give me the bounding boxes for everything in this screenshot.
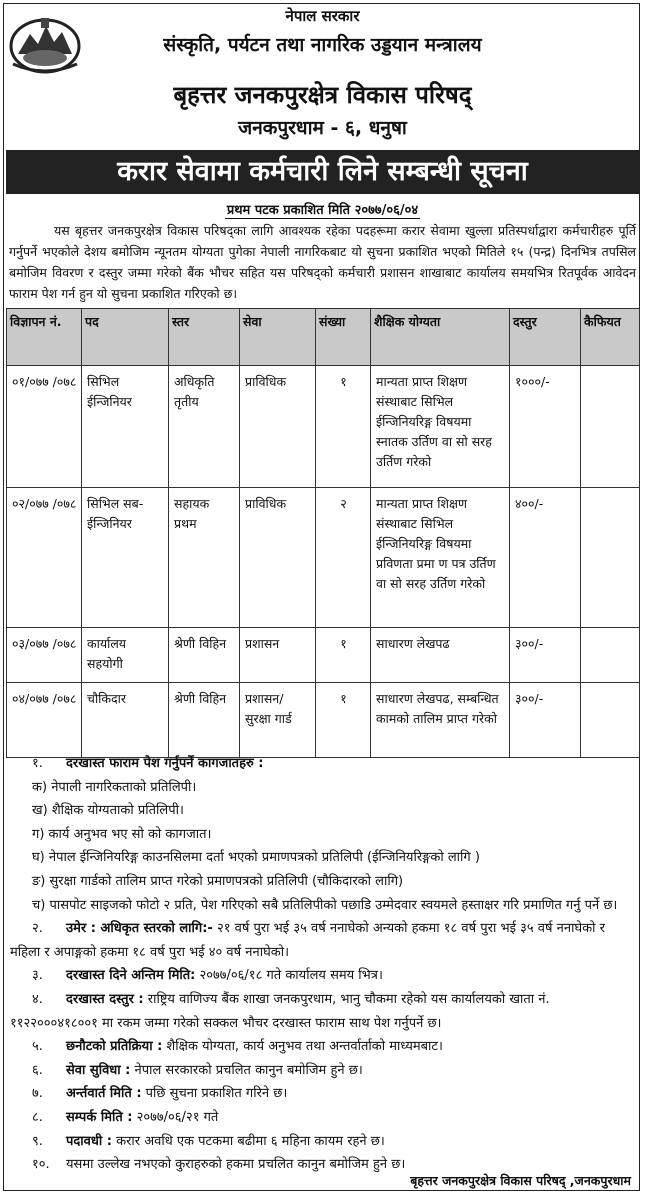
table-cell: साधारण लेखपढ bbox=[371, 628, 510, 683]
table-row bbox=[7, 366, 640, 488]
doc-item: च) पासपोट साइजको फोटो २ प्रति, पेश गरिएको सबै प्रतिलिपीको पछाडि उम्मेदवार स्वयमले हस्ताक्षर गरि प्रमाणित गर्नु पर्ने छ। bbox=[32, 897, 618, 913]
note-text: शैक्षिक योग्यता, कार्य अनुभव तथा अन्तर्वार्ताको माध्यमबाट। bbox=[162, 1039, 443, 1055]
note-title: उमेर : अधिकृत स्तरको लागि:- bbox=[66, 921, 213, 937]
table-cell: २ bbox=[316, 488, 371, 628]
intro-paragraph: यस बृहत्तर जनकपुरक्षेत्र विकास परिषद्का लागि आवश्यक रहेका पदहरूमा करार सेवामा खुल्ला प्रतिस्पर्धाद्वारा कर्मचारीहरु पूर्ति गर्नुपर्ने भएकोले देशय बमोजिम न्यूनतम योग्यता पुगेका नेपाली नागरिकबाट यो सुचना प्रकाशित भएको मितिले १५ (पन्द्र) दिनभित्र तपसिल बमोजिम विवरण र दस्तुर जम्मा गरेको बैंक भौचर सहित यस परिषद्को कर्मचारी प्रशासन शाखाबाट कार्यालय समयभित्र रितपूर्वक आवेदन फाराम पेश गर्न हुन यो सुचना प्रकाशित गरिएको छ। bbox=[9, 223, 636, 301]
note-title: दरखास्त दस्तुर : bbox=[66, 991, 144, 1007]
doc-item: ग) कार्य अनुभव भए सो को कागजात। bbox=[32, 826, 212, 842]
table-cell: १ bbox=[316, 683, 371, 758]
address: जनकपुरधाम - ६, धनुषा bbox=[238, 117, 407, 139]
table-cell: ०४/०७७ /०७८ bbox=[7, 683, 82, 758]
table-cell: प्रशासन bbox=[240, 628, 316, 683]
note-title: पदावधी : bbox=[66, 1133, 112, 1149]
table-cell: चौकिदार bbox=[82, 683, 169, 758]
note-item bbox=[10, 1130, 636, 1154]
note-title: दरखास्त फाराम पेश गर्नुपर्ने कागजातहरु : bbox=[66, 756, 264, 771]
table-cell bbox=[581, 628, 640, 683]
note-item bbox=[10, 752, 636, 776]
doc-item: ङ) सुरक्षा गार्डको तालिम प्राप्त गरेको प्रमाणपत्रको प्रतिलिपी (चौकिदारको लागि) bbox=[32, 873, 404, 889]
note-number: ९. bbox=[32, 1133, 43, 1149]
note-text: करार अवधि एक पटकमा बढीमा ६ महिना कायम रहने छ। bbox=[111, 1133, 385, 1149]
note-title: दरखास्त दिने अन्तिम मिति: bbox=[66, 968, 196, 984]
doc-item: क) नेपाली नागरिकताको प्रतिलिपी। bbox=[32, 779, 197, 795]
note-number: १. bbox=[32, 756, 43, 771]
table-cell bbox=[581, 366, 640, 488]
note-number: ६. bbox=[32, 1062, 43, 1078]
doc-item: घ) नेपाल ईन्जिनियरिङ्ग काउनसिलमा दर्ता भएको प्रमाणपत्रको प्रतिलिपी (ईन्जिनियरिङ्गको लागि ) bbox=[32, 850, 480, 866]
doc-item: ख) शैक्षिक योग्यताको प्रतिलिपी। bbox=[32, 803, 184, 819]
note-number: ३. bbox=[32, 968, 43, 984]
table-cell: मान्यता प्राप्त शिक्षण संस्थाबाट सिभिल ईन्जिनियरिङ्ग विषयमा स्नातक उर्तिण वा सो सरह उर्तिण गरेको bbox=[371, 366, 510, 488]
table-cell: साधारण लेखपढ, सम्बन्धित कामको तालिम प्राप्त गरेको bbox=[371, 683, 510, 758]
table-cell bbox=[581, 488, 640, 628]
table-cell: सिभिल ईन्जिनियर bbox=[82, 366, 169, 488]
table-cell bbox=[581, 683, 640, 758]
govt-title: नेपाल सरकार bbox=[285, 7, 360, 25]
footer-signature: बृहत्तर जनकपुरक्षेत्र विकास परिषद् ,जनकपुरधाम bbox=[410, 1173, 631, 1188]
note-text: यसमा उल्लेख नभएको कुराहरुको हकमा प्रचलित कानुन बमोजिम हुने छ। bbox=[66, 1157, 406, 1173]
note-item bbox=[10, 1059, 636, 1083]
col-header: संख्या bbox=[316, 309, 371, 366]
table-cell: कार्यालय सहयोगी bbox=[82, 628, 169, 683]
note-item bbox=[10, 964, 636, 988]
col-header: विज्ञापन नं. bbox=[7, 309, 82, 366]
note-title: सेवा सुविधा : bbox=[66, 1062, 131, 1078]
table-row bbox=[7, 628, 640, 683]
table-cell: ३००/- bbox=[510, 683, 581, 758]
note-number: ४. bbox=[32, 991, 43, 1007]
note-number: १०. bbox=[32, 1157, 50, 1173]
note-number: ८. bbox=[32, 1109, 43, 1125]
notice-banner: करार सेवामा कर्मचारी लिने सम्बन्धी सूचना bbox=[6, 150, 639, 194]
note-text: २१ वर्ष पुरा भई ३५ वर्ष ननाघेको अन्यको हकमा १८ वर्ष पुरा भई ३५ वर्ष ननाघेको र महिला र अपाङ्गको हकमा १८ वर्ष पुरा भई ४० वर्ष ननाघेको। bbox=[10, 921, 605, 960]
table-cell: ०१/०७७ /०७८ bbox=[7, 366, 82, 488]
table-cell: १०००/- bbox=[510, 366, 581, 488]
col-header: कैफियत bbox=[581, 309, 640, 366]
note-text: २०७७/०६/१८ गते कार्यालय समय भित्र। bbox=[195, 968, 383, 984]
note-title: सम्पर्क मिति : bbox=[66, 1109, 133, 1125]
table-cell: श्रेणी विहिन bbox=[169, 628, 240, 683]
note-item bbox=[10, 1035, 636, 1059]
table-header-row bbox=[7, 309, 640, 366]
note-item bbox=[10, 917, 636, 964]
table-cell: प्राविधिक bbox=[240, 366, 316, 488]
note-number: ७. bbox=[32, 1086, 43, 1102]
table-cell: सहायक प्रथम bbox=[169, 488, 240, 628]
col-header: शैक्षिक योग्यता bbox=[371, 309, 510, 366]
ministry-title: संस्कृति, पर्यटन तथा नागरिक उड्डयान मन्त्रालय bbox=[163, 34, 482, 56]
table-cell: श्रेणी विहिन bbox=[169, 683, 240, 758]
note-number: २. bbox=[32, 921, 43, 937]
table-cell: प्राविधिक bbox=[240, 488, 316, 628]
col-header: सेवा bbox=[240, 309, 316, 366]
table-cell: १ bbox=[316, 366, 371, 488]
note-text: पछि सुचना प्रकाशित गरिने छ। bbox=[141, 1086, 288, 1102]
table-cell: अधिकृति तृतीय bbox=[169, 366, 240, 488]
note-text: नेपाल सरकारको प्रचलित कानुन बमोजिम हुने छ। bbox=[130, 1062, 363, 1078]
note-text: २०७७/०६/२१ गते bbox=[132, 1109, 219, 1125]
notes-section bbox=[10, 752, 636, 1177]
col-header: दस्तुर bbox=[510, 309, 581, 366]
table-cell: सिभिल सब-ईन्जिनियर bbox=[82, 488, 169, 628]
table-cell: १ bbox=[316, 628, 371, 683]
publish-date bbox=[0, 200, 645, 218]
letterhead bbox=[0, 0, 645, 150]
col-header: पद bbox=[82, 309, 169, 366]
note-title: छनौटको प्रतिक्रिया : bbox=[66, 1039, 163, 1055]
table-cell: प्रशासन/ सुरक्षा गार्ड bbox=[240, 683, 316, 758]
council-title: बृहत्तर जनकपुरक्षेत्र विकास परिषद् bbox=[173, 81, 472, 109]
note-title: अर्न्तवार्त मिति : bbox=[66, 1086, 142, 1102]
table-cell: मान्यता प्राप्त शिक्षण संस्थाबाट सिभिल ईन्जिनियरिङ्ग विषयमा प्रविणता प्रमा ण पत्र उर्तिण वा सो सरह उर्तिण गरेको bbox=[371, 488, 510, 628]
note-text: राष्ट्रिय वाणिज्य बैंक शाखा जनकपुरधाम, भानु चौकमा रहेको यस कार्यालयको खाता नं. ११२२०००४१८००१ मा रकम जम्मा गरेको सक्कल भौचर दरखास्त फाराम साथ पेश गर्नुपर्ने छ। bbox=[10, 991, 550, 1031]
table-cell: ०२/०७७ /०७८ bbox=[7, 488, 82, 628]
table-row bbox=[7, 488, 640, 628]
note-item bbox=[10, 1106, 636, 1130]
col-header: स्तर bbox=[169, 309, 240, 366]
table-cell: ३००/- bbox=[510, 628, 581, 683]
note-item bbox=[10, 988, 636, 1035]
table-cell: ४००/- bbox=[510, 488, 581, 628]
publish-date-text: प्रथम पटक प्रकाशित मिति २०७७/०६/०४ bbox=[226, 203, 419, 218]
note-item bbox=[10, 1082, 636, 1106]
vacancy-table bbox=[6, 308, 640, 758]
note-number: ५. bbox=[32, 1039, 43, 1055]
table-cell: ०३/०७७ /०७८ bbox=[7, 628, 82, 683]
table-row bbox=[7, 683, 640, 758]
